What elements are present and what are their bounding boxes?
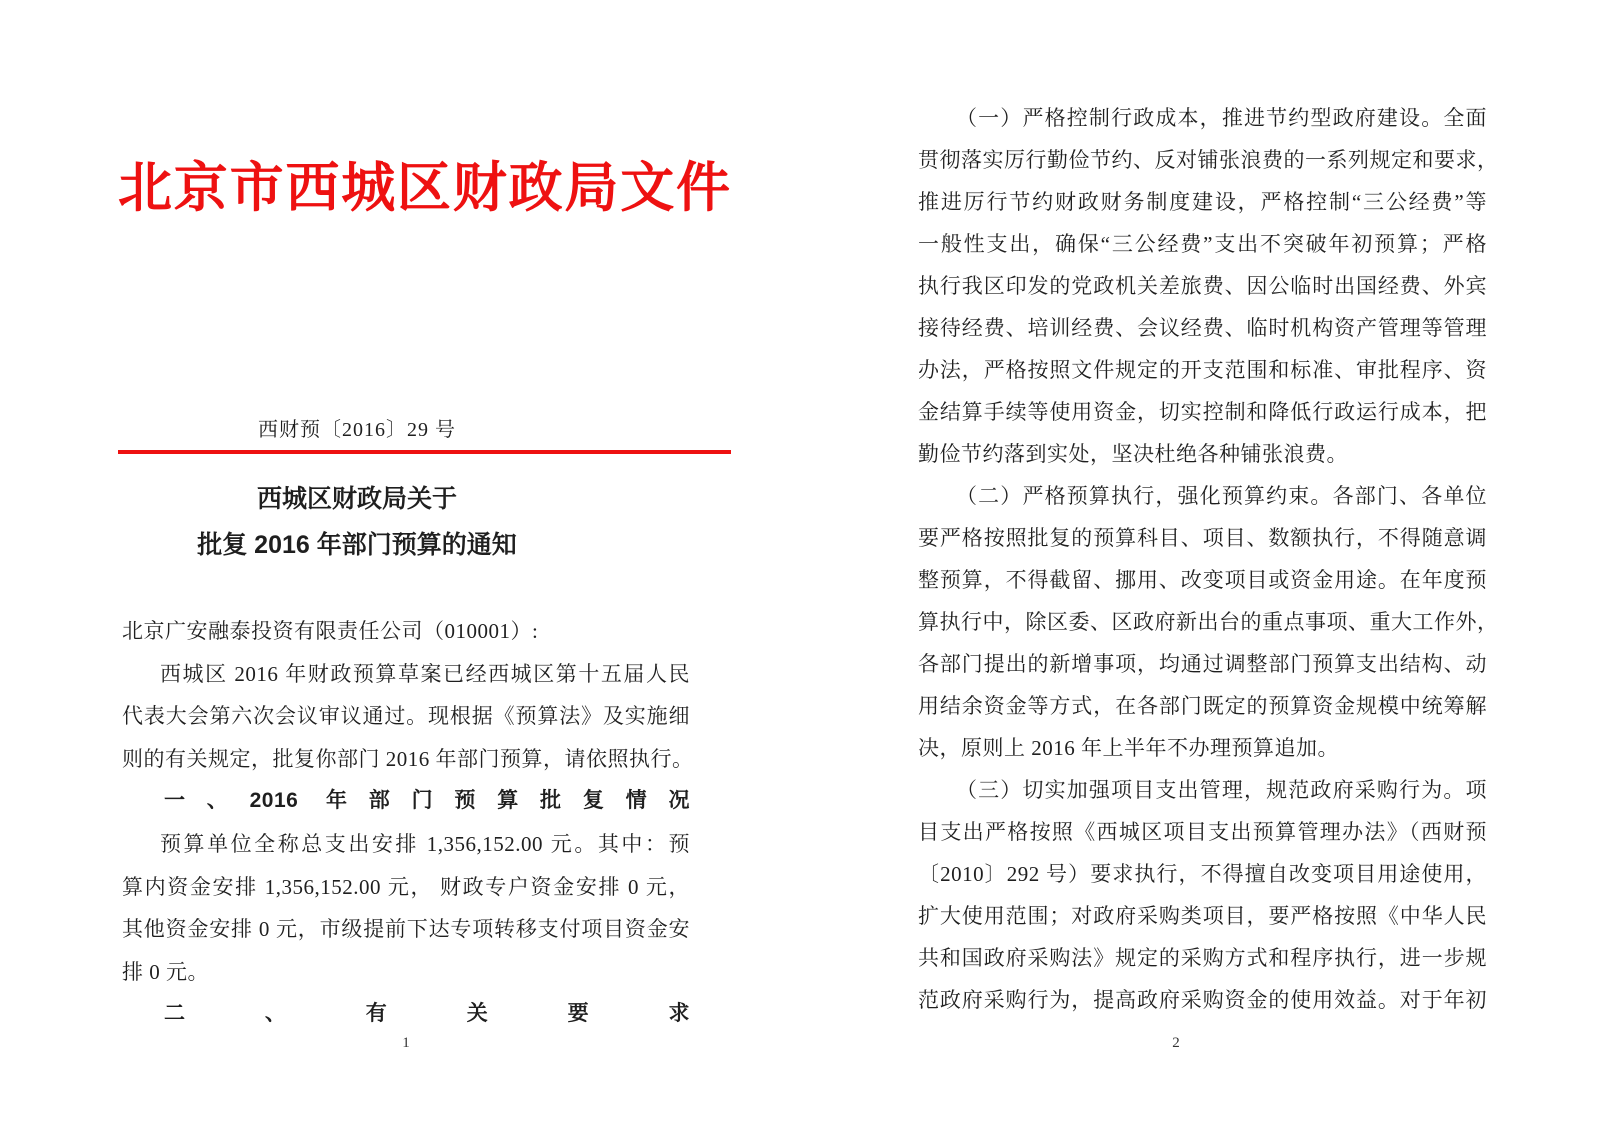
text-line: 推进厉行节约财政财务制度建设，严格控制“三公经费”等 bbox=[918, 190, 1487, 214]
text-line: 预算单位全称总支出安排 1,356,152.00 元。其中：预 bbox=[160, 831, 690, 856]
requirement-item-1-paragraph bbox=[918, 97, 1499, 475]
text-line: 代表大会第六次会议审议通过。现根据《预算法》及实施细 bbox=[122, 704, 690, 729]
text-line: （二）严格预算执行，强化预算约束。各部门、各单位 bbox=[956, 484, 1487, 508]
section-2-heading: 二、有关要求 bbox=[164, 1002, 690, 1026]
text-line: 扩大使用范围；对政府采购类项目，要严格按照《中华人民 bbox=[918, 904, 1487, 928]
text-line: 算执行中，除区委、区政府新出台的重点事项、重大工作外， bbox=[918, 610, 1499, 634]
section-1-heading: 一、2016 年部门预算批复情况 bbox=[164, 789, 690, 813]
doc-number: 西财预〔2016〕29 号 bbox=[258, 419, 456, 441]
agency-header-title: 北京市西城区财政局文件 bbox=[118, 158, 731, 218]
page-2 bbox=[800, 0, 1600, 1132]
text-line: 整预算，不得截留、挪用、改变项目或资金用途。在年度预 bbox=[918, 568, 1487, 592]
text-line: 要严格按照批复的预算科目、项目、数额执行，不得随意调 bbox=[918, 526, 1487, 550]
text-line: 范政府采购行为，提高政府采购资金的使用效益。对于年初 bbox=[918, 988, 1487, 1012]
text-line: （一）严格控制行政成本，推进节约型政府建设。全面 bbox=[956, 106, 1487, 130]
text-line: 贯彻落实厉行勤俭节约、反对铺张浪费的一系列规定和要求， bbox=[918, 148, 1499, 172]
doc-title bbox=[122, 476, 592, 568]
requirement-item-3-paragraph bbox=[918, 769, 1487, 1021]
text-line: 执行我区印发的党政机关差旅费、因公临时出国经费、外宾 bbox=[918, 274, 1487, 298]
page-number: 1 bbox=[402, 1035, 410, 1051]
page-1-body bbox=[122, 610, 694, 1036]
text-line: 北京广安融泰投资有限责任公司（010001）: bbox=[122, 619, 539, 643]
intro-paragraph bbox=[122, 653, 694, 781]
text-line: 其他资金安排 0 元，市级提前下达专项转移支付项目资金安 bbox=[122, 917, 690, 942]
text-line: （三）切实加强项目支出管理，规范政府采购行为。项 bbox=[956, 778, 1487, 802]
text-line: 各部门提出的新增事项，均通过调整部门预算支出结构、动 bbox=[918, 652, 1487, 676]
text-line: 西城区 2016 年财政预算草案已经西城区第十五届人民 bbox=[160, 661, 690, 686]
text-line: 目支出严格按照《西城区项目支出预算管理办法》（西财预 bbox=[918, 820, 1487, 844]
text-line: 勤俭节约落到实处，坚决杜绝各种铺张浪费。 bbox=[918, 442, 1348, 466]
text-line: 共和国政府采购法》规定的采购方式和程序执行，进一步规 bbox=[918, 946, 1487, 970]
text-line: 决，原则上 2016 年上半年不办理预算追加。 bbox=[918, 736, 1339, 760]
red-divider-rule bbox=[118, 450, 731, 454]
text-line: 金结算手续等使用资金，切实控制和降低行政运行成本，把 bbox=[918, 400, 1487, 424]
text-line: 则的有关规定，批复你部门 2016 年部门预算，请依照执行。 bbox=[122, 746, 694, 771]
text-line: 一般性支出，确保“三公经费”支出不突破年初预算；严格 bbox=[918, 232, 1487, 256]
text-line: 算内资金安排 1,356,152.00 元， 财政专户资金安排 0 元， bbox=[122, 874, 690, 899]
text-line: 〔2010〕292 号）要求执行，不得擅自改变项目用途使用， bbox=[918, 862, 1487, 886]
page-2-body bbox=[918, 97, 1499, 1021]
text-line: 西城区财政局关于 bbox=[256, 485, 457, 513]
text-line: 排 0 元。 bbox=[122, 959, 209, 984]
requirement-item-2-paragraph bbox=[918, 475, 1499, 769]
text-line: 接待经费、培训经费、会议经费、临时机构资产管理等管理 bbox=[918, 316, 1487, 340]
text-line: 办法，严格按照文件规定的开支范围和标准、审批程序、资 bbox=[918, 358, 1487, 382]
text-line: 用结余资金等方式，在各部门既定的预算资金规模中统筹解 bbox=[918, 694, 1487, 718]
recipient-line bbox=[122, 610, 690, 653]
page-number: 2 bbox=[1172, 1035, 1180, 1051]
budget-paragraph bbox=[122, 823, 690, 993]
text-line: 批复 2016 年部门预算的通知 bbox=[197, 531, 517, 559]
